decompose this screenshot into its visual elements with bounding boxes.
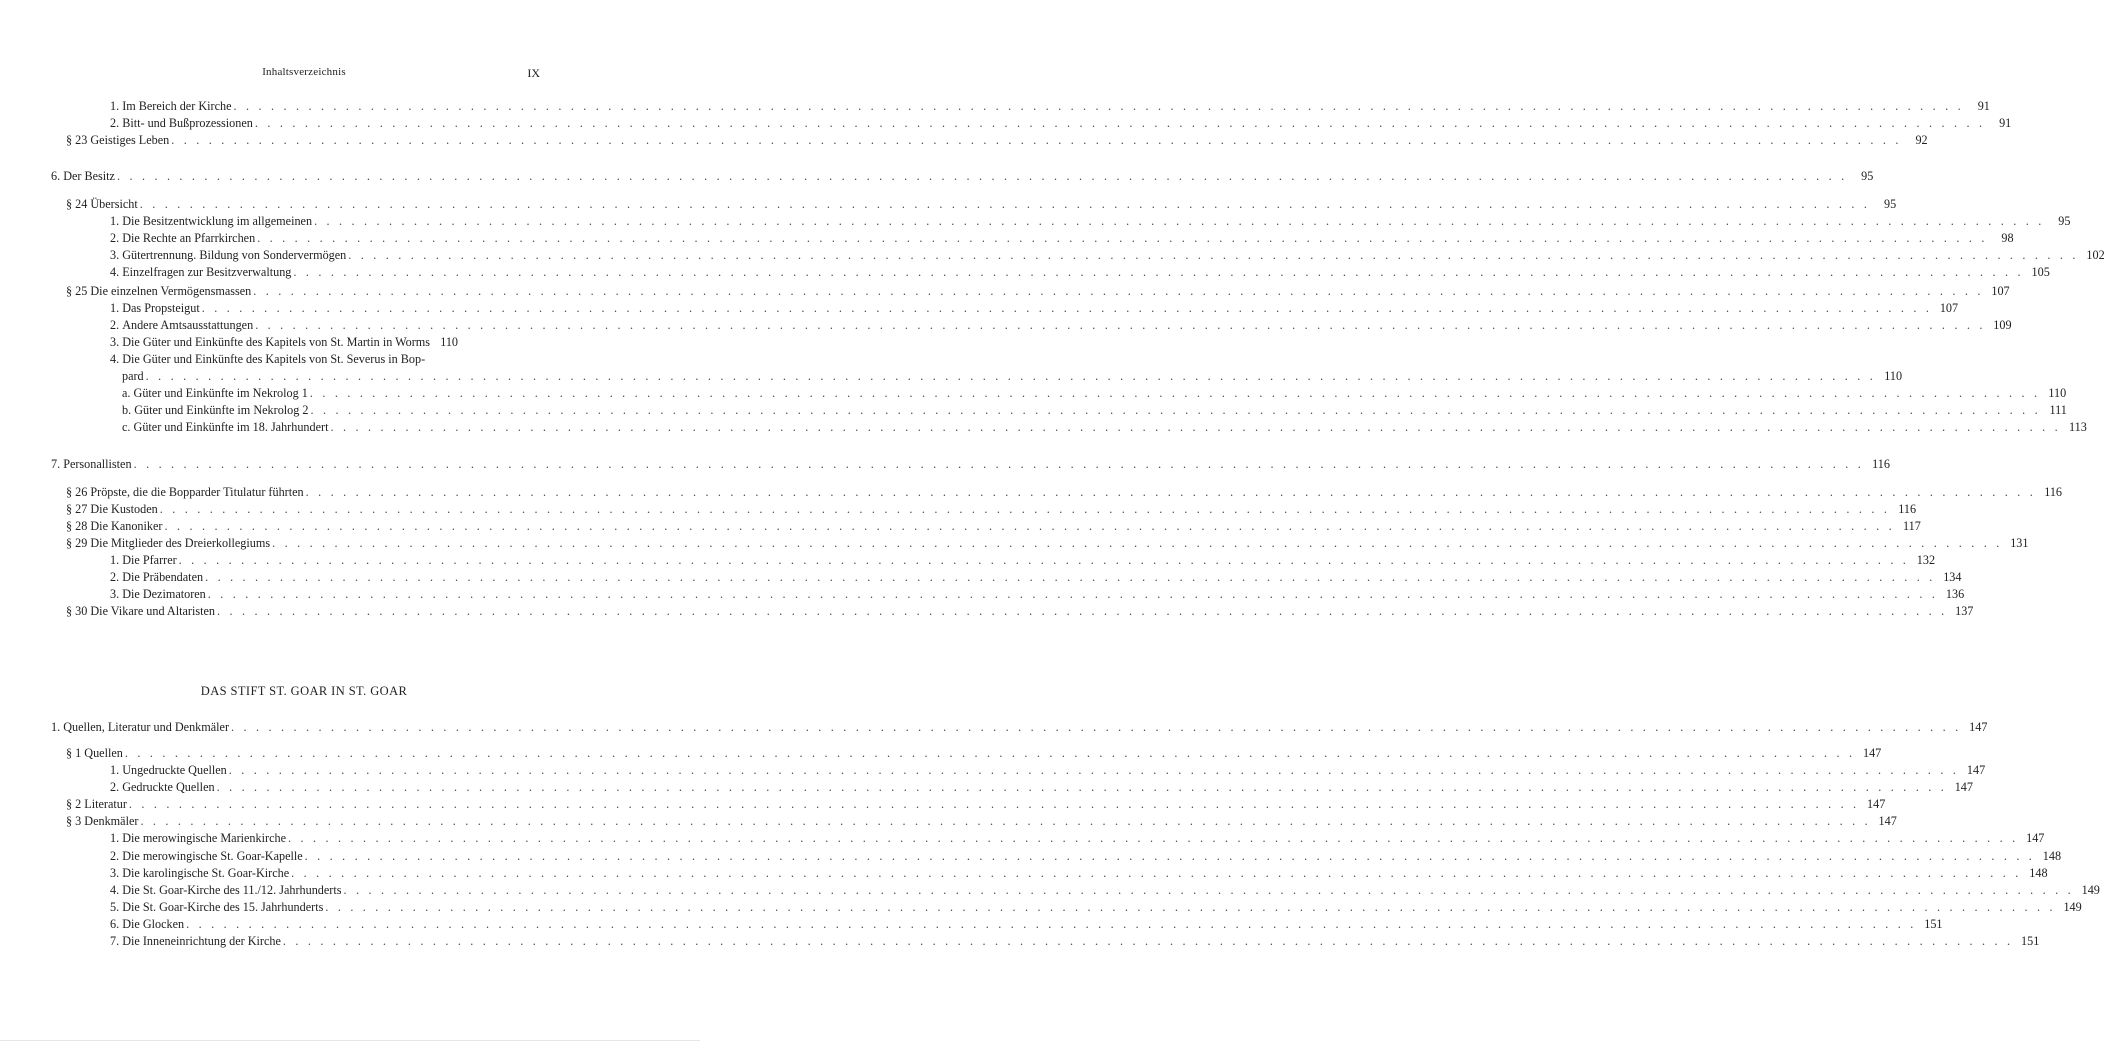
toc-entry-number: c. bbox=[122, 420, 131, 434]
toc-entry-title: Die Güter und Einkünfte des Kapitels von St. Martin in Worms bbox=[122, 335, 431, 349]
toc-entry-number: 1. bbox=[110, 553, 120, 567]
toc-entry-title: Literatur bbox=[84, 797, 127, 811]
toc-entry-number: 1. bbox=[110, 831, 120, 845]
dot-leader bbox=[134, 456, 1864, 473]
toc-entry bbox=[110, 865, 2048, 882]
toc-entry bbox=[66, 196, 1897, 213]
toc-entry bbox=[110, 762, 1986, 779]
toc-entry bbox=[110, 264, 2050, 281]
running-head-title: Inhaltsverzeichnis bbox=[262, 66, 346, 78]
toc-entry-page: 147 bbox=[1878, 814, 1897, 828]
toc-entry-page: 148 bbox=[2042, 849, 2062, 863]
page-bottom-edge bbox=[0, 1040, 700, 1041]
toc-entry-page: 95 bbox=[1861, 169, 1874, 183]
dot-leader bbox=[272, 535, 2002, 552]
toc-entry-title: Die Präbendaten bbox=[122, 570, 204, 584]
dot-leader bbox=[208, 586, 1938, 603]
toc-entry-page: 147 bbox=[1867, 797, 1886, 811]
toc-entry bbox=[66, 132, 1928, 149]
toc-entry-page: 116 bbox=[1898, 502, 1917, 516]
toc-entry bbox=[110, 933, 2040, 950]
toc-entry-continuation bbox=[122, 368, 1903, 385]
toc-entry-number: § 2 bbox=[66, 797, 82, 811]
toc-entry-title: Die St. Goar-Kirche des 11./12. Jahrhunderts bbox=[122, 883, 342, 897]
dot-leader bbox=[186, 916, 1916, 933]
toc-entry-title: Das Propsteigut bbox=[122, 301, 200, 315]
toc-entry-page: 131 bbox=[2010, 536, 2029, 550]
dot-leader bbox=[293, 264, 2023, 281]
dot-leader bbox=[231, 719, 1961, 736]
toc-entry-page: 148 bbox=[2029, 866, 2048, 880]
toc-entry-title: Denkmäler bbox=[84, 814, 139, 828]
toc-entry-number: § 23 bbox=[66, 133, 88, 147]
toc-entry-number: 3. bbox=[110, 866, 120, 880]
dot-leader bbox=[330, 419, 2060, 436]
dot-leader bbox=[257, 230, 1987, 247]
toc-entry bbox=[110, 586, 1965, 603]
toc-entry-page: 151 bbox=[2021, 934, 2040, 948]
toc-entry-title: Die Kanoniker bbox=[90, 519, 163, 533]
toc-entry-number: 2. bbox=[110, 780, 120, 794]
toc-entry-page: 107 bbox=[1939, 301, 1959, 315]
toc-entry bbox=[66, 283, 2010, 300]
toc-entry-number: a. bbox=[122, 386, 131, 400]
section-heading: DAS STIFT ST. GOAR IN ST. GOAR bbox=[200, 684, 408, 698]
toc-entry-number: § 25 bbox=[66, 284, 88, 298]
dot-leader bbox=[253, 283, 1983, 300]
toc-entry-title: Andere Amtsausstattungen bbox=[122, 318, 254, 332]
toc-entry bbox=[66, 745, 1882, 762]
dot-leader bbox=[146, 368, 1876, 385]
toc-entry-page: 147 bbox=[1966, 763, 1986, 777]
toc-entry-number: 7. bbox=[51, 457, 61, 471]
dot-leader bbox=[164, 518, 1894, 535]
toc-entry bbox=[110, 230, 2014, 247]
toc-entry bbox=[110, 247, 2105, 264]
toc-entry-page: 91 bbox=[1977, 99, 1990, 113]
toc-entry-number: 7. bbox=[110, 934, 120, 948]
toc-entry-number: 1. bbox=[110, 763, 120, 777]
dot-leader bbox=[171, 132, 1901, 149]
toc-entry-title: Geistiges Leben bbox=[90, 133, 170, 147]
dot-leader bbox=[306, 484, 2036, 501]
toc-entry-number: 4. bbox=[110, 352, 120, 366]
toc-entry bbox=[122, 402, 2067, 419]
dot-leader bbox=[205, 569, 1935, 586]
toc-entry-title: Güter und Einkünfte im Nekrolog 1 bbox=[133, 386, 308, 400]
toc-entry-page: 110 bbox=[1884, 369, 1903, 383]
toc-entry-number: b. bbox=[122, 403, 132, 417]
toc-entry-title: Gütertrennung. Bildung von Sondervermögen bbox=[122, 248, 347, 262]
toc-entry bbox=[66, 535, 2029, 552]
dot-leader bbox=[325, 899, 2055, 916]
toc-entry-title: Die Güter und Einkünfte des Kapitels von St. Severus in Bop- bbox=[122, 352, 426, 366]
toc-entry-number: 3. bbox=[110, 587, 120, 601]
toc-entry-number: 6. bbox=[51, 169, 61, 183]
dot-leader bbox=[202, 300, 1932, 317]
toc-entry-page: 137 bbox=[1955, 604, 1974, 618]
toc-entry-title: Bitt- und Bußprozessionen bbox=[122, 116, 253, 130]
toc-entry-title: Einzelfragen zur Besitzverwaltung bbox=[122, 265, 292, 279]
toc-entry-title: Übersicht bbox=[90, 197, 138, 211]
toc-chapter bbox=[51, 719, 1988, 736]
toc-entry-number: 2. bbox=[110, 570, 120, 584]
toc-entry-title: Die St. Goar-Kirche des 15. Jahrhunderts bbox=[122, 900, 324, 914]
toc-entry-page: 95 bbox=[2058, 214, 2071, 228]
toc-entry bbox=[66, 813, 1897, 830]
toc-entry-page: 113 bbox=[2069, 420, 2087, 434]
toc-entry-title: Quellen bbox=[84, 746, 123, 760]
toc-entry bbox=[110, 916, 1943, 933]
toc-entry-number: 1. bbox=[110, 214, 120, 228]
toc-entry-number: § 24 bbox=[66, 197, 88, 211]
toc-entry bbox=[110, 317, 2012, 334]
toc-entry-title: Die Vikare und Altaristen bbox=[90, 604, 215, 618]
toc-entry-number: 2. bbox=[110, 849, 120, 863]
dot-leader bbox=[217, 779, 1947, 796]
toc-entry bbox=[66, 518, 1921, 535]
toc-entry-page: 149 bbox=[2081, 883, 2100, 897]
toc-entry-title: Die merowingische St. Goar-Kapelle bbox=[122, 849, 303, 863]
toc-entry-number: 1. bbox=[110, 301, 120, 315]
toc-entry-number: § 1 bbox=[66, 746, 82, 760]
toc-entry-title: Die karolingische St. Goar-Kirche bbox=[122, 866, 290, 880]
dot-leader bbox=[314, 213, 2044, 230]
toc-entry-title: Die Kustoden bbox=[90, 502, 158, 516]
dot-leader bbox=[291, 865, 2021, 882]
toc-entry-title: Güter und Einkünfte im 18. Jahrhundert bbox=[133, 420, 329, 434]
toc-entry bbox=[110, 213, 2071, 230]
toc-entry-title: Die Pfarrer bbox=[122, 553, 177, 567]
toc-entry-page: 116 bbox=[1872, 457, 1890, 471]
toc-entry-number: 6. bbox=[110, 917, 120, 931]
toc-entry-number: 3. bbox=[110, 335, 120, 349]
dot-leader bbox=[125, 745, 1855, 762]
toc-entry-title: Die Glocken bbox=[122, 917, 185, 931]
toc-entry-title: Die Rechte an Pfarrkirchen bbox=[122, 231, 256, 245]
toc-entry-page: 147 bbox=[2026, 831, 2045, 845]
toc-entry-page: 136 bbox=[1945, 587, 1965, 601]
toc-entry-page: 134 bbox=[1943, 570, 1962, 584]
toc-chapter bbox=[51, 168, 1874, 185]
toc-entry-page: 147 bbox=[1862, 746, 1882, 760]
toc-entry-number: 2. bbox=[110, 116, 120, 130]
toc-entry bbox=[110, 334, 540, 351]
dot-leader bbox=[229, 762, 1959, 779]
toc-entry-number: 4. bbox=[110, 265, 120, 279]
toc-entry bbox=[122, 419, 2087, 436]
toc-entry-number: § 30 bbox=[66, 604, 88, 618]
toc-entry-number: § 28 bbox=[66, 519, 88, 533]
toc-entry-page: 105 bbox=[2031, 265, 2050, 279]
toc-entry-title: Gedruckte Quellen bbox=[122, 780, 215, 794]
toc-entry bbox=[110, 351, 425, 368]
toc-entry bbox=[110, 779, 1973, 796]
toc-entry-title: Die Inneneinrichtung der Kirche bbox=[122, 934, 281, 948]
toc-entry bbox=[110, 98, 1990, 115]
toc-entry-number: 2. bbox=[110, 231, 120, 245]
toc-entry-page: 147 bbox=[1954, 780, 1973, 794]
toc-entry bbox=[122, 385, 2067, 402]
toc-entry-page: 110 bbox=[440, 335, 459, 349]
toc-entry-page: 132 bbox=[1916, 553, 1936, 567]
toc-entry-page: 102 bbox=[2086, 248, 2105, 262]
toc-entry bbox=[66, 603, 1974, 620]
toc-entry-page: 109 bbox=[1993, 318, 2012, 332]
dot-leader bbox=[179, 552, 1909, 569]
toc-entry-page: 149 bbox=[2063, 900, 2082, 914]
toc-entry-title: Die Mitglieder des Dreierkollegiums bbox=[90, 536, 271, 550]
toc-entry bbox=[110, 569, 1962, 586]
toc-entry-number: § 3 bbox=[66, 814, 82, 828]
toc-entry-page: 151 bbox=[1924, 917, 1943, 931]
toc-entry-page: 117 bbox=[1903, 519, 1921, 533]
toc-entry-number: 1. bbox=[51, 720, 61, 734]
toc-entry-page: 92 bbox=[1915, 133, 1928, 147]
toc-entry-page: 147 bbox=[1969, 720, 1988, 734]
toc-entry bbox=[110, 899, 2082, 916]
toc-entry bbox=[110, 882, 2100, 899]
dot-leader bbox=[348, 247, 2078, 264]
toc-entry-page: 91 bbox=[1999, 116, 2012, 130]
toc-entry-title: Die Besitzentwicklung im allgemeinen bbox=[122, 214, 313, 228]
toc-entry-page: 116 bbox=[2044, 485, 2063, 499]
toc-entry-page: 107 bbox=[1991, 284, 2010, 298]
dot-leader bbox=[288, 830, 2018, 847]
toc-entry-title: Güter und Einkünfte im Nekrolog 2 bbox=[134, 403, 309, 417]
toc-entry-page: 110 bbox=[2048, 386, 2067, 400]
toc-entry-title: Ungedruckte Quellen bbox=[122, 763, 227, 777]
toc-entry bbox=[110, 552, 1936, 569]
toc-entry-page: 111 bbox=[2049, 403, 2067, 417]
toc-entry bbox=[110, 848, 2062, 865]
toc-entry-title: Im Bereich der Kirche bbox=[122, 99, 232, 113]
toc-chapter bbox=[51, 456, 1890, 473]
toc-entry-title: pard bbox=[122, 369, 144, 383]
dot-leader bbox=[255, 115, 1985, 132]
toc-entry-title: Die merowingische Marienkirche bbox=[122, 831, 286, 845]
toc-entry bbox=[66, 484, 2063, 501]
toc-entry bbox=[110, 300, 1959, 317]
toc-entry bbox=[66, 501, 1917, 518]
dot-leader bbox=[310, 385, 2040, 402]
toc-entry bbox=[110, 115, 2012, 132]
toc-entry bbox=[110, 830, 2045, 847]
toc-entry-number: 2. bbox=[110, 318, 120, 332]
toc-entry-page: 95 bbox=[1883, 197, 1897, 211]
toc-entry-title: Die Dezimatoren bbox=[122, 587, 206, 601]
toc-entry-number: 5. bbox=[110, 900, 120, 914]
toc-entry-number: § 26 bbox=[66, 485, 88, 499]
toc-entry-title: Quellen, Literatur und Denkmäler bbox=[63, 720, 230, 734]
dot-leader bbox=[217, 603, 1947, 620]
dot-leader bbox=[117, 168, 1847, 185]
running-head-page-number: IX bbox=[527, 66, 540, 80]
dot-leader bbox=[140, 813, 1870, 830]
dot-leader bbox=[129, 796, 1859, 813]
toc-entry-number: § 27 bbox=[66, 502, 88, 516]
toc-entry-title: Pröpste, die die Bopparder Titulatur führten bbox=[90, 485, 304, 499]
toc-entry-number: 1. bbox=[110, 99, 120, 113]
dot-leader bbox=[160, 501, 1890, 518]
dot-leader bbox=[233, 98, 1963, 115]
dot-leader bbox=[311, 402, 2041, 419]
dot-leader bbox=[255, 317, 1985, 334]
toc-entry-number: § 29 bbox=[66, 536, 88, 550]
dot-leader bbox=[283, 933, 2013, 950]
dot-leader bbox=[305, 848, 2035, 865]
toc-entry-title: Der Besitz bbox=[63, 169, 115, 183]
toc-entry-page: 98 bbox=[2001, 231, 2014, 245]
toc-entry bbox=[66, 796, 1886, 813]
toc-entry-number: 4. bbox=[110, 883, 120, 897]
dot-leader bbox=[344, 882, 2074, 899]
toc-entry-title: Personallisten bbox=[63, 457, 132, 471]
running-head bbox=[68, 66, 540, 82]
dot-leader bbox=[140, 196, 1870, 213]
toc-entry-title: Die einzelnen Vermögensmassen bbox=[90, 284, 252, 298]
toc-entry-number: 3. bbox=[110, 248, 120, 262]
